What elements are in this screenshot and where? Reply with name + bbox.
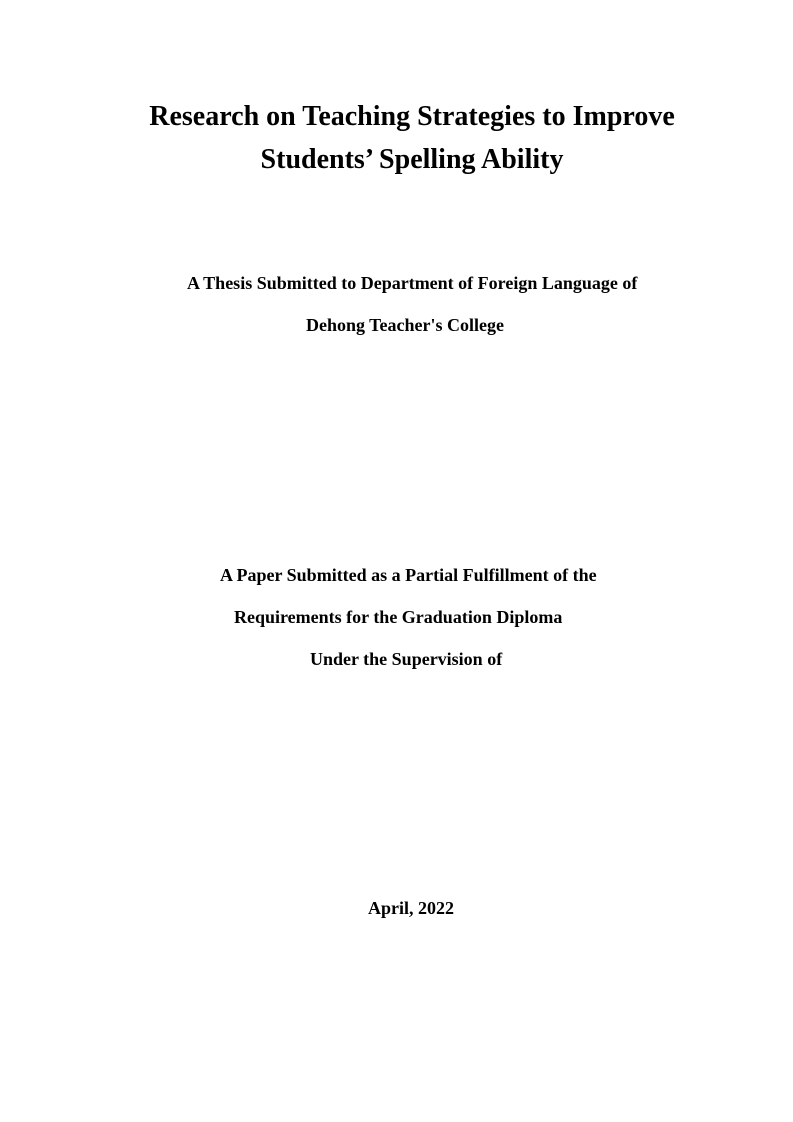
thesis-title-line-1: Research on Teaching Strategies to Improve xyxy=(149,101,675,132)
fulfillment-statement-line-2: Requirements for the Graduation Diploma xyxy=(234,607,563,627)
thesis-title-line-2: Students’ Spelling Ability xyxy=(260,144,564,175)
supervision-statement: Under the Supervision of xyxy=(310,649,503,669)
college-name: Dehong Teacher's College xyxy=(306,315,504,335)
submission-date: April, 2022 xyxy=(368,898,455,918)
fulfillment-statement-line-1: A Paper Submitted as a Partial Fulfillment of the xyxy=(220,565,597,585)
submission-statement-line-1: A Thesis Submitted to Department of Foreign Language of xyxy=(187,273,638,293)
